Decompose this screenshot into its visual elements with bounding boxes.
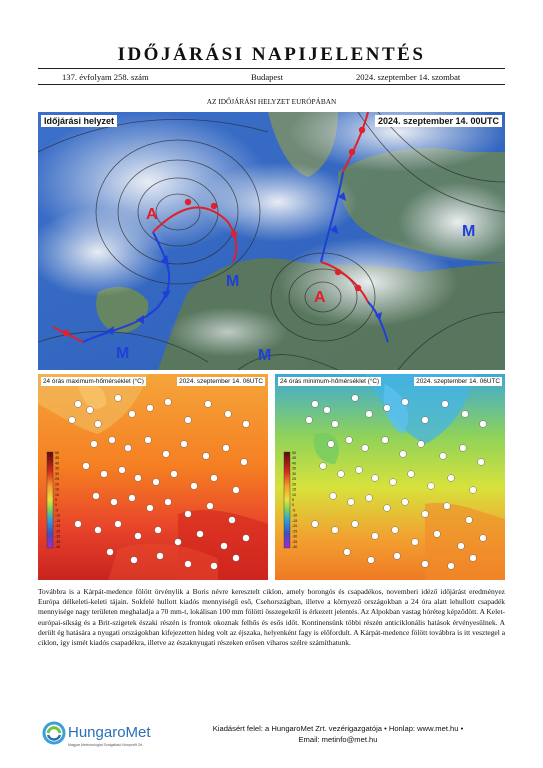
station-marker (211, 563, 218, 570)
high-pressure-center: M (462, 223, 476, 240)
station-marker (75, 401, 82, 408)
station-marker (362, 445, 369, 452)
station-marker (83, 463, 90, 470)
scale-tick-label: -25 (55, 529, 61, 534)
station-marker (312, 401, 319, 408)
station-marker (135, 533, 142, 540)
high-pressure-center: M (226, 273, 240, 290)
scale-tick-label: 0 (292, 503, 294, 508)
scale-tick-label: 50 (55, 451, 59, 455)
station-marker (384, 405, 391, 412)
synoptic-map-graphic (38, 112, 505, 370)
hungaromet-logo-icon (40, 718, 170, 752)
high-pressure-center: M (116, 345, 130, 362)
scale-tick-label: 10 (55, 492, 59, 497)
station-marker (384, 505, 391, 512)
station-marker (366, 495, 373, 502)
station-marker (233, 487, 240, 494)
station-marker (458, 543, 465, 550)
station-marker (352, 395, 359, 402)
station-marker (366, 411, 373, 418)
station-marker (223, 445, 230, 452)
station-marker (444, 503, 451, 510)
station-marker (91, 441, 98, 448)
scale-tick-label: -40 (292, 545, 298, 549)
station-marker (191, 483, 198, 490)
volume-number: 137. évfolyam 258. szám (62, 72, 149, 82)
station-marker (480, 421, 487, 428)
station-marker (185, 561, 192, 568)
station-marker (175, 539, 182, 546)
station-marker (422, 511, 429, 518)
header-rule-top (38, 68, 505, 69)
station-marker (346, 437, 353, 444)
station-marker (448, 563, 455, 570)
station-marker (163, 451, 170, 458)
station-marker (111, 499, 118, 506)
issue-date: 2024. szeptember 14. szombat (356, 72, 461, 82)
station-marker (145, 437, 152, 444)
station-marker (69, 417, 76, 424)
logo-wordmark: HungaroMet (68, 724, 151, 741)
hungaromet-logo (40, 718, 170, 752)
low-pressure-center: A (314, 289, 326, 306)
city: Budapest (251, 72, 283, 82)
station-marker (147, 405, 154, 412)
max-temperature-map-graphic (38, 374, 268, 580)
scale-tick-label: 40 (55, 461, 59, 466)
station-marker (197, 531, 204, 538)
scale-tick-label: -30 (55, 534, 61, 539)
station-marker (402, 499, 409, 506)
station-marker (344, 549, 351, 556)
min-temperature-time: 2024. szeptember 14. 06UTC (416, 378, 500, 385)
header-rule-bottom (38, 84, 505, 85)
station-marker (434, 531, 441, 538)
station-marker (147, 505, 154, 512)
station-marker (131, 557, 138, 564)
station-marker (233, 555, 240, 562)
station-marker (153, 479, 160, 486)
station-marker (243, 535, 250, 542)
station-marker (306, 417, 313, 424)
synoptic-map-label: Időjárási helyzet (41, 115, 117, 127)
station-marker (109, 437, 116, 444)
low-pressure-center: A (146, 206, 158, 223)
max-temperature-time: 2024. szeptember 14. 06UTC (179, 378, 263, 385)
station-marker (107, 549, 114, 556)
station-marker (211, 475, 218, 482)
scale-tick-label: -10 (292, 513, 298, 518)
station-marker (338, 471, 345, 478)
station-marker (412, 539, 419, 546)
station-marker (93, 493, 100, 500)
footer-line-1: Kiadásért felel: a HungaroMet Zrt. vezérigazgatója • Honlap: www.met.hu • (212, 724, 464, 733)
scale-tick-label: 40 (292, 461, 296, 466)
station-marker (221, 543, 228, 550)
max-temperature-map (38, 374, 268, 580)
station-marker (368, 557, 375, 564)
station-marker (165, 499, 172, 506)
station-marker (165, 399, 172, 406)
report-title: IDŐJÁRÁSI NAPIJELENTÉS (117, 44, 426, 65)
station-marker (356, 467, 363, 474)
min-temperature-map-graphic (275, 374, 505, 580)
station-marker (372, 475, 379, 482)
station-marker (418, 441, 425, 448)
station-marker (155, 527, 162, 534)
station-marker (115, 395, 122, 402)
scale-tick-label: 35 (292, 466, 296, 471)
station-marker (352, 521, 359, 528)
station-marker (87, 407, 94, 414)
scale-tick-label: 20 (55, 482, 59, 487)
station-marker (390, 479, 397, 486)
min-temperature-label: 24 órás minimum-hőmérséklet (°C) (280, 378, 380, 385)
station-marker (181, 441, 188, 448)
station-marker (460, 445, 467, 452)
scale-tick-label: -35 (292, 539, 298, 544)
station-marker (440, 453, 447, 460)
station-marker (320, 463, 327, 470)
scale-tick-label: -40 (55, 545, 61, 549)
high-pressure-center: M (258, 347, 272, 364)
station-marker (394, 553, 401, 560)
station-marker (171, 471, 178, 478)
scale-tick-label: -25 (292, 529, 298, 534)
station-marker (348, 499, 355, 506)
scale-tick-label: 20 (292, 482, 296, 487)
station-marker (241, 459, 248, 466)
station-marker (328, 441, 335, 448)
scale-tick-label: -30 (292, 534, 298, 539)
station-marker (470, 555, 477, 562)
station-marker (422, 561, 429, 568)
scale-tick-label: -15 (292, 518, 298, 523)
station-marker (466, 517, 473, 524)
footer-line-2: Email: metinfo@met.hu (298, 735, 378, 744)
scale-tick-label: -35 (55, 539, 61, 544)
scale-tick-label: 45 (292, 456, 296, 461)
station-marker (402, 399, 409, 406)
station-marker (95, 527, 102, 534)
station-marker (243, 421, 250, 428)
station-marker (332, 527, 339, 534)
station-marker (470, 487, 477, 494)
station-marker (400, 451, 407, 458)
scale-tick-label: 30 (55, 471, 59, 476)
station-marker (392, 527, 399, 534)
station-marker (448, 475, 455, 482)
scale-tick-label: 5 (55, 498, 57, 502)
scale-tick-label: 25 (55, 477, 59, 482)
station-marker (95, 421, 102, 428)
station-marker (332, 421, 339, 428)
station-marker (428, 483, 435, 490)
scale-tick-label: -5 (55, 508, 59, 513)
station-marker (203, 453, 210, 460)
scale-tick-label: -10 (55, 513, 61, 518)
station-marker (115, 521, 122, 528)
scale-tick-label: -20 (292, 524, 298, 529)
max-temperature-label: 24 órás maximum-hőmérséklet (°C) (43, 378, 144, 385)
scale-tick-label: 0 (55, 503, 57, 508)
station-marker (129, 411, 136, 418)
scale-tick-label: 35 (55, 466, 59, 471)
scale-tick-label: 15 (55, 487, 59, 492)
station-marker (207, 503, 214, 510)
station-marker (119, 467, 126, 474)
station-marker (408, 471, 415, 478)
station-marker (125, 445, 132, 452)
section-title: AZ IDŐJÁRÁSI HELYZET EURÓPÁBAN (206, 97, 337, 106)
min-temperature-map (275, 374, 505, 580)
station-marker (324, 407, 331, 414)
scale-tick-label: 10 (292, 492, 296, 497)
station-marker (382, 437, 389, 444)
station-marker (480, 535, 487, 542)
scale-tick-label: 5 (292, 498, 294, 502)
scale-tick-label: -15 (55, 518, 61, 523)
scale-tick-label: 15 (292, 487, 296, 492)
synoptic-map (38, 112, 505, 370)
station-marker (75, 521, 82, 528)
logo-tagline: Magyar Meteorológiai Szolgáltató Nonprofit Zrt. (68, 743, 144, 747)
footer (178, 723, 498, 745)
weather-description: Továbbra is a Kárpát-medence fölött örvénylik a Boris névre keresztelt ciklon, amely borongós és csapadékos, novemberi idéző időjárást eredményez Európa délkeleti-keleti tájain. Sokfelé hullott kiadós mennyiségű eső, Csehországban, illetve a környező országokban a 24 óra alatt lehullott csapadék mennyisége nagy területen meghaladja a 70 mm-t, lokálisan 100 mm fölötti összegekről is érkezett jelentés. Az Alpokban vastag hóréteg képződött. A Kelet-európai-síkság és a Brit-szigetek északi részén is frontok okoznak felhős és esős időt. Kontinensünk többi részén anticiklonális hatások érvényesülnek. A derült ég hatására a nyugati országokban kifejezetten hideg volt az éjszaka, helyenként fagy is előfordult. A Kárpát-medence fölött továbbra is itt vesztegel a ciklon, így ismét kiadós csapadékra, illetve az északnyugati részeken erősen viharos szélre számíthatunk. (38, 587, 505, 648)
station-marker (225, 411, 232, 418)
station-marker (422, 417, 429, 424)
scale-tick-label: -5 (292, 508, 296, 513)
station-marker (185, 417, 192, 424)
synoptic-map-time: 2024. szeptember 14. 00UTC (375, 115, 502, 127)
scale-tick-label: 45 (55, 456, 59, 461)
station-marker (312, 521, 319, 528)
station-marker (372, 533, 379, 540)
station-marker (101, 471, 108, 478)
station-marker (462, 411, 469, 418)
station-marker (330, 493, 337, 500)
station-marker (478, 459, 485, 466)
station-marker (205, 401, 212, 408)
scale-tick-label: 50 (292, 451, 296, 455)
scale-tick-label: 25 (292, 477, 296, 482)
station-marker (129, 495, 136, 502)
station-marker (135, 475, 142, 482)
scale-tick-label: -20 (55, 524, 61, 529)
station-marker (229, 517, 236, 524)
station-marker (157, 553, 164, 560)
scale-tick-label: 30 (292, 471, 296, 476)
station-marker (185, 511, 192, 518)
station-marker (442, 401, 449, 408)
